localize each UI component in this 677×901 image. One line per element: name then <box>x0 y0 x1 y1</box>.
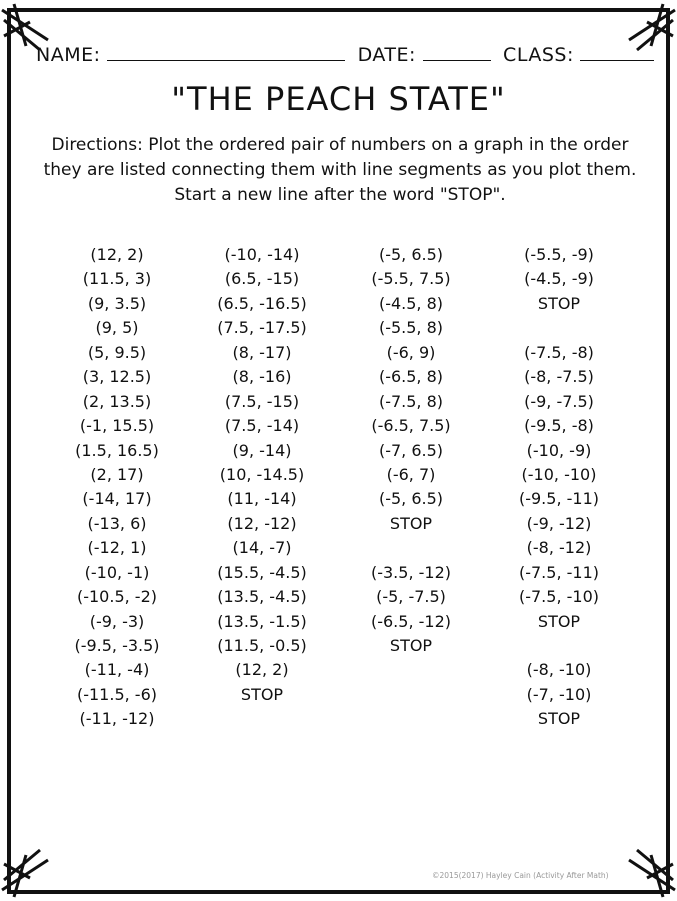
ordered-pair: (-11, -4) <box>84 660 150 680</box>
blank-row <box>484 316 634 340</box>
ordered-pair: (11.5, 3) <box>82 269 152 289</box>
ordered-pair: (-6.5, 8) <box>378 367 444 387</box>
page-title: "THE PEACH STATE" <box>171 80 506 118</box>
ordered-pair: (-5.5, -9) <box>524 245 594 264</box>
ordered-pair: (-9.5, -11) <box>518 489 599 509</box>
ordered-pair: (-4.5, -9) <box>524 269 594 289</box>
date-field[interactable] <box>423 46 491 61</box>
blank-row <box>336 536 486 560</box>
ordered-pair: (-9.5, -8) <box>524 416 594 436</box>
ordered-pair: (-8, -12) <box>526 538 592 558</box>
ordered-pair: (-10, -14) <box>224 245 300 264</box>
ordered-pair: (13.5, -4.5) <box>217 587 307 607</box>
ordered-pair: (-11, -12) <box>79 709 155 729</box>
directions <box>20 133 660 208</box>
ordered-pair: (-5.5, 7.5) <box>371 269 451 289</box>
stop-marker: STOP <box>537 611 581 631</box>
coordinates-column-3 <box>336 243 486 658</box>
ordered-pair: (-3.5, -12) <box>370 562 451 582</box>
ordered-pair: (3, 12.5) <box>82 367 152 387</box>
coordinates-column-4 <box>484 243 634 732</box>
ordered-pair: (8, -16) <box>232 367 292 387</box>
directions-line: Directions: Plot the ordered pair of numbers on a graph in the order <box>51 135 629 155</box>
stop-marker: STOP <box>537 709 581 729</box>
ordered-pair: (-7.5, -10) <box>518 587 599 607</box>
ordered-pair: (7.5, -17.5) <box>217 318 307 338</box>
ordered-pair: (12, -12) <box>227 513 297 533</box>
name-field[interactable] <box>107 46 345 61</box>
ordered-pair: (5, 9.5) <box>87 342 147 362</box>
ordered-pair: (-5.5, 8) <box>378 318 444 338</box>
ordered-pair: (14, -7) <box>232 538 292 558</box>
ordered-pair: (2, 17) <box>90 464 144 484</box>
ordered-pair: (10, -14.5) <box>219 464 305 484</box>
blank-row <box>484 634 634 658</box>
coordinates-column-2 <box>187 243 337 707</box>
ordered-pair: (-10.5, -2) <box>76 587 157 607</box>
ordered-pair: (-13, 6) <box>87 513 147 533</box>
ordered-pair: (-7, -10) <box>526 684 592 704</box>
header <box>36 44 651 66</box>
ordered-pair: (-5, -7.5) <box>376 587 446 607</box>
ordered-pair: (-1, 15.5) <box>79 416 155 436</box>
ordered-pair: (-9, -3) <box>89 611 145 631</box>
class-field[interactable] <box>580 46 654 61</box>
copyright: ©2015(2017) Hayley Cain (Activity After Math) <box>432 871 609 880</box>
directions-line: Start a new line after the word "STOP". <box>174 185 506 205</box>
ordered-pair: (1.5, 16.5) <box>75 440 159 460</box>
ordered-pair: (-10, -10) <box>521 464 597 484</box>
ordered-pair: (7.5, -15) <box>224 391 300 411</box>
ordered-pair: (12, 2) <box>235 660 289 680</box>
name-label: NAME: <box>36 44 101 66</box>
ordered-pair: (6.5, -16.5) <box>217 293 307 313</box>
ordered-pair: (-14, 17) <box>82 489 152 509</box>
coordinates-column-1 <box>42 243 192 732</box>
ordered-pair: (-12, 1) <box>87 538 147 558</box>
ordered-pair: (-7.5, -11) <box>518 562 599 582</box>
stop-marker: STOP <box>389 513 433 533</box>
ordered-pair: (-4.5, 8) <box>378 293 444 313</box>
date-label: DATE: <box>357 44 416 66</box>
ordered-pair: (-6.5, -12) <box>370 611 451 631</box>
stop-marker: STOP <box>537 293 581 313</box>
stop-marker: STOP <box>240 684 284 704</box>
ordered-pair: (12, 2) <box>90 245 144 264</box>
ordered-pair: (-11.5, -6) <box>76 684 157 704</box>
ordered-pair: (11, -14) <box>227 489 297 509</box>
ordered-pair: (6.5, -15) <box>224 269 300 289</box>
ordered-pair: (-5, 6.5) <box>378 245 444 264</box>
ordered-pair: (-6.5, 7.5) <box>371 416 451 436</box>
ordered-pair: (-8, -7.5) <box>524 367 594 387</box>
ordered-pair: (-9, -12) <box>526 513 592 533</box>
ordered-pair: (7.5, -14) <box>224 416 300 436</box>
ordered-pair: (-7.5, -8) <box>524 342 594 362</box>
ordered-pair: (9, 3.5) <box>87 293 147 313</box>
ordered-pair: (9, 5) <box>95 318 139 338</box>
ordered-pair: (-7.5, 8) <box>378 391 444 411</box>
stop-marker: STOP <box>389 636 433 655</box>
directions-line: they are listed connecting them with line segments as you plot them. <box>43 160 637 180</box>
class-label: CLASS: <box>503 44 574 66</box>
ordered-pair: (13.5, -1.5) <box>217 611 307 631</box>
ordered-pair: (-6, 7) <box>386 464 436 484</box>
ordered-pair: (2, 13.5) <box>82 391 152 411</box>
ordered-pair: (8, -17) <box>232 342 292 362</box>
ordered-pair: (-6, 9) <box>386 342 436 362</box>
ordered-pair: (-9.5, -3.5) <box>74 636 160 655</box>
ordered-pair: (11.5, -0.5) <box>217 636 307 655</box>
ordered-pair: (-9, -7.5) <box>524 391 594 411</box>
ordered-pair: (-10, -9) <box>526 440 592 460</box>
ordered-pair: (-5, 6.5) <box>378 489 444 509</box>
ordered-pair: (-8, -10) <box>526 660 592 680</box>
ordered-pair: (-10, -1) <box>84 562 150 582</box>
ordered-pair: (15.5, -4.5) <box>217 562 307 582</box>
ordered-pair: (9, -14) <box>232 440 292 460</box>
ordered-pair: (-7, 6.5) <box>378 440 444 460</box>
